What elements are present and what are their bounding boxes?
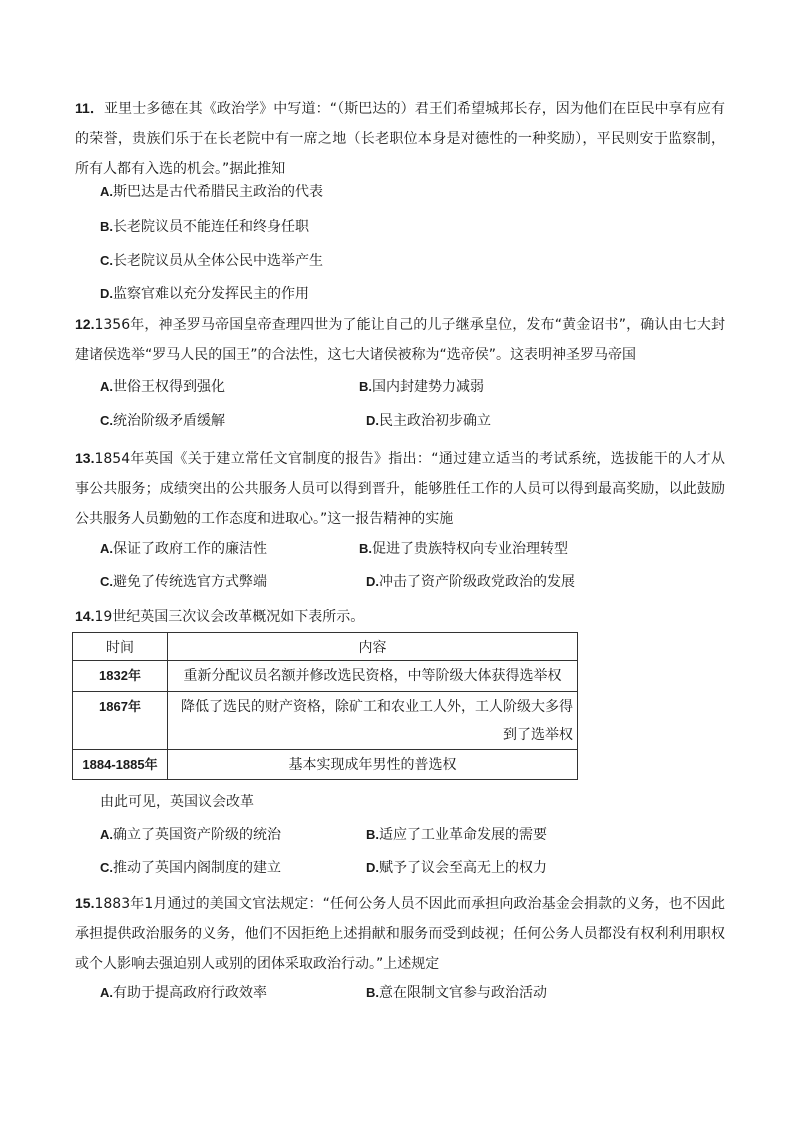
option-letter: A.: [100, 827, 113, 842]
table-row: [73, 750, 578, 780]
table-cell-content: 降低了选民的财产资格，除矿工和农业工人外，工人阶级大多得到了选举权: [168, 692, 578, 750]
option-text: 意在限制文官参与政治活动: [379, 985, 547, 1001]
option-b: [359, 539, 568, 559]
option-text: 民主政治初步确立: [379, 413, 491, 429]
option-text: 确立了英国资产阶级的统治: [113, 827, 281, 843]
option-letter: A.: [100, 184, 113, 199]
table-cell-time: 1884-1885年: [73, 750, 168, 780]
question-text: 1883年1月通过的美国文官法规定：“任何公务人员不因此而承担向政治基金会捐款的义务，也不因此承担提供政治服务的义务，他们不因拒绝上述捐献和服务而受到歧视；任何公务人员都没有权利利用职权或个人影响去强迫别人或别的团体采取政治行动。”上述规定: [75, 896, 725, 972]
option-row-cd: [100, 411, 491, 431]
option-b: [366, 983, 547, 1003]
question-text: 1356年，神圣罗马帝国皇帝查理四世为了能让自己的儿子继承皇位，发布“黄金诏书”，确认由七大封建诸侯选举“罗马人民的国王”的合法性，这七大诸侯被称为“选帝侯”。这表明神圣罗马帝国: [75, 317, 725, 363]
option-text: 长老院议员不能连任和终身任职: [113, 219, 309, 235]
question-stem: [75, 888, 725, 979]
option-text: 保证了政府工作的廉洁性: [113, 541, 267, 557]
option-text: 世俗王权得到强化: [113, 379, 225, 395]
option-letter: D.: [100, 286, 113, 301]
option-text: 国内封建势力减弱: [372, 379, 484, 395]
option-letter: D.: [366, 860, 379, 875]
option-text: 长老院议员从全体公民中选举产生: [113, 253, 323, 269]
option-letter: A.: [100, 379, 113, 394]
table-conclusion-prompt: 由此可见，英国议会改革: [100, 794, 254, 810]
option-text: 推动了英国内阁制度的建立: [113, 860, 281, 876]
question-15: [75, 888, 725, 979]
option-row-ab: [100, 377, 484, 397]
question-text: 19世纪英国三次议会改革概况如下表所示。: [94, 609, 365, 625]
option-text: 统治阶级矛盾缓解: [113, 413, 225, 429]
option-text: 避免了传统选官方式弊端: [113, 574, 267, 590]
option-d: [366, 411, 491, 431]
option-letter: C.: [100, 574, 113, 589]
option-text: 冲击了资产阶级政党政治的发展: [379, 574, 575, 590]
option-text: 有助于提高政府行政效率: [113, 985, 267, 1001]
option-row-cd: [100, 858, 547, 878]
option-row-ab: [100, 539, 568, 559]
table-row: [73, 692, 578, 750]
option-text: 适应了工业革命发展的需要: [379, 827, 547, 843]
question-text: 亚里士多德在其《政治学》中写道：“（斯巴达的）君王们希望城邦长存，因为他们在臣民中享有应有的荣誉，贵族们乐于在长老院中有一席之地（长老职位本身是对德性的一种奖励），平民则安于监察制，所有人都有入选的机会。”据此推知: [75, 101, 725, 177]
option-d: [366, 858, 547, 878]
table-header-content: 内容: [168, 633, 578, 661]
option-letter: C.: [100, 413, 113, 428]
option-letter: C.: [100, 253, 113, 268]
reform-table: [72, 632, 578, 780]
table-cell-content: 重新分配议员名额并修改选民资格，中等阶级大体获得选举权: [168, 661, 578, 692]
option-row-ab: [100, 983, 547, 1003]
option-text: 斯巴达是古代希腊民主政治的代表: [113, 184, 323, 200]
option-letter: A.: [100, 541, 113, 556]
question-stem: [75, 601, 725, 632]
table-header-row: [73, 633, 578, 661]
option-letter: B.: [359, 379, 372, 394]
option-b: [359, 377, 484, 397]
question-14: [75, 601, 725, 632]
option-row-ab: [100, 825, 547, 845]
question-13: [75, 443, 725, 534]
option-row-cd: [100, 572, 575, 592]
table-cell-content: 基本实现成年男性的普选权: [168, 750, 578, 780]
table-row: [73, 661, 578, 692]
question-stem: [75, 309, 725, 370]
option-letter: C.: [100, 860, 113, 875]
question-12: [75, 309, 725, 370]
option-text: 监察官难以充分发挥民主的作用: [113, 286, 309, 302]
option-letter: B.: [366, 827, 379, 842]
table-cell-time: 1867年: [73, 692, 168, 750]
question-number: 14.: [75, 608, 95, 624]
option-text: 赋予了议会至高无上的权力: [379, 860, 547, 876]
question-stem: [75, 443, 725, 534]
question-text: 1854年英国《关于建立常任文官制度的报告》指出：“通过建立适当的考试系统，选拔能干的人才从事公共服务；成绩突出的公共服务人员可以得到晋升，能够胜任工作的人员可以得到最高奖励，以此鼓励公共服务人员勤勉的工作态度和进取心。”这一报告精神的实施: [75, 451, 725, 527]
option-letter: A.: [100, 985, 113, 1000]
option-letter: B.: [366, 985, 379, 1000]
question-stem: [75, 93, 725, 184]
table-cell-time: 1832年: [73, 661, 168, 692]
option-b: [366, 825, 547, 845]
question-number: 11．: [75, 100, 105, 116]
question-number: 12.: [75, 316, 95, 332]
option-a: [100, 182, 323, 202]
option-d: [100, 284, 309, 304]
option-letter: D.: [366, 574, 379, 589]
option-d: [366, 572, 575, 592]
option-letter: B.: [100, 219, 113, 234]
option-b: [100, 217, 309, 237]
table-header-time: 时间: [73, 633, 168, 661]
question-number: 15.: [75, 895, 95, 911]
option-text: 促进了贵族特权向专业治理转型: [372, 541, 568, 557]
question-number: 13.: [75, 450, 95, 466]
option-letter: B.: [359, 541, 372, 556]
option-letter: D.: [366, 413, 379, 428]
option-c: [100, 251, 323, 271]
question-11: [75, 93, 725, 184]
